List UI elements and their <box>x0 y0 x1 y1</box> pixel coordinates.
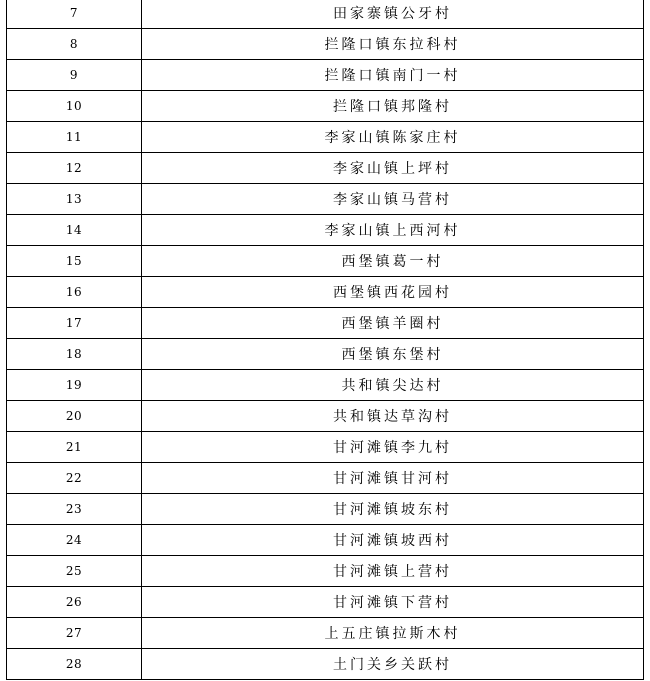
village-name: 土门关乡关跃村 <box>142 649 644 680</box>
row-number: 28 <box>7 649 142 680</box>
village-name: 李家山镇马营村 <box>142 184 644 215</box>
row-number: 16 <box>7 277 142 308</box>
row-number: 11 <box>7 122 142 153</box>
village-table <box>6 0 644 680</box>
village-name: 李家山镇上坪村 <box>142 153 644 184</box>
village-name: 共和镇尖达村 <box>142 370 644 401</box>
village-name: 甘河滩镇下营村 <box>142 587 644 618</box>
row-number: 23 <box>7 494 142 525</box>
row-number: 18 <box>7 339 142 370</box>
row-number: 8 <box>7 29 142 60</box>
table-row <box>7 91 644 122</box>
table-row <box>7 60 644 91</box>
row-number: 26 <box>7 587 142 618</box>
village-name: 拦隆口镇邦隆村 <box>142 91 644 122</box>
row-number: 27 <box>7 618 142 649</box>
table-row <box>7 184 644 215</box>
village-table-body <box>7 0 644 680</box>
table-row <box>7 463 644 494</box>
table-row <box>7 308 644 339</box>
row-number: 12 <box>7 153 142 184</box>
row-number: 14 <box>7 215 142 246</box>
table-row <box>7 401 644 432</box>
village-name: 甘河滩镇上营村 <box>142 556 644 587</box>
row-number: 13 <box>7 184 142 215</box>
village-name: 李家山镇陈家庄村 <box>142 122 644 153</box>
row-number: 20 <box>7 401 142 432</box>
row-number: 24 <box>7 525 142 556</box>
village-name: 甘河滩镇甘河村 <box>142 463 644 494</box>
village-name: 李家山镇上西河村 <box>142 215 644 246</box>
table-row <box>7 153 644 184</box>
table-row <box>7 494 644 525</box>
village-name: 上五庄镇拉斯木村 <box>142 618 644 649</box>
village-name: 甘河滩镇坡东村 <box>142 494 644 525</box>
row-number: 15 <box>7 246 142 277</box>
row-number: 10 <box>7 91 142 122</box>
row-number: 21 <box>7 432 142 463</box>
table-row <box>7 587 644 618</box>
table-row <box>7 556 644 587</box>
table-row <box>7 215 644 246</box>
village-name: 共和镇达草沟村 <box>142 401 644 432</box>
village-name: 田家寨镇公牙村 <box>142 0 644 29</box>
village-name: 西堡镇葛一村 <box>142 246 644 277</box>
table-row <box>7 618 644 649</box>
table-row <box>7 0 644 29</box>
village-name: 西堡镇羊圈村 <box>142 308 644 339</box>
village-name: 拦隆口镇南门一村 <box>142 60 644 91</box>
village-name: 甘河滩镇李九村 <box>142 432 644 463</box>
row-number: 22 <box>7 463 142 494</box>
row-number: 7 <box>7 0 142 29</box>
row-number: 9 <box>7 60 142 91</box>
row-number: 19 <box>7 370 142 401</box>
village-name: 西堡镇西花园村 <box>142 277 644 308</box>
table-row <box>7 649 644 680</box>
table-row <box>7 277 644 308</box>
table-row <box>7 432 644 463</box>
village-name: 甘河滩镇坡西村 <box>142 525 644 556</box>
table-row <box>7 122 644 153</box>
row-number: 25 <box>7 556 142 587</box>
table-row <box>7 29 644 60</box>
table-row <box>7 370 644 401</box>
table-row <box>7 339 644 370</box>
village-name: 拦隆口镇东拉科村 <box>142 29 644 60</box>
table-row <box>7 525 644 556</box>
village-name: 西堡镇东堡村 <box>142 339 644 370</box>
table-row <box>7 246 644 277</box>
row-number: 17 <box>7 308 142 339</box>
